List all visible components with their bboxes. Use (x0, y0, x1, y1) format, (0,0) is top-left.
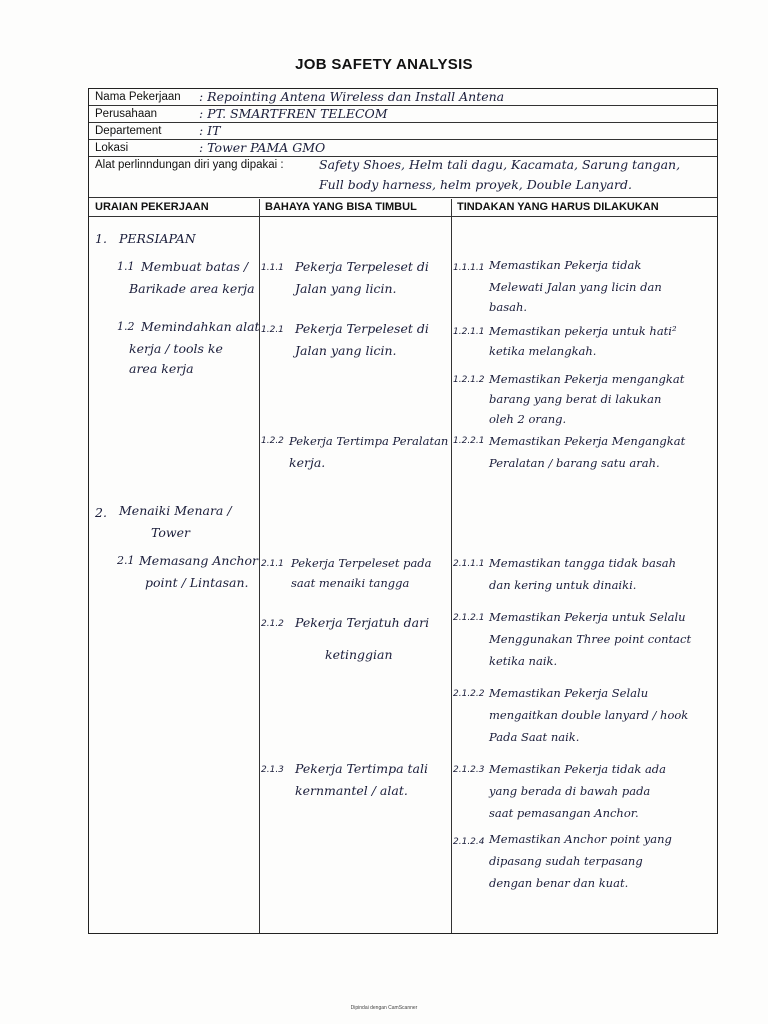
hazard-1-1-1-number: 1.1.1 (261, 263, 284, 273)
action-1-2-1-1-number: 1.2.1.1 (453, 327, 485, 337)
task-2-1-number: 2.1 (117, 554, 135, 567)
row-nama-pekerjaan (89, 89, 717, 106)
departement-label: Departement (95, 125, 162, 137)
row-departement (89, 123, 717, 140)
column-divider-1 (259, 199, 260, 933)
action-2-1-2-2-line2: mengaitkan double lanyard / hook (489, 708, 689, 722)
action-2-1-1-1-number: 2.1.1.1 (453, 559, 485, 569)
action-2-1-2-3-number: 2.1.2.3 (453, 765, 485, 775)
row-perusahaan (89, 106, 717, 123)
action-1-2-1-2-number: 1.2.1.2 (453, 375, 485, 385)
section-1-number: 1. (95, 231, 107, 246)
hazard-1-1-1-line2: Jalan yang licin. (295, 281, 397, 296)
hazard-1-2-1-line2: Jalan yang licin. (295, 343, 397, 358)
jsa-form (88, 88, 718, 934)
hazard-1-2-1-line1: Pekerja Terpeleset di (295, 321, 429, 336)
task-2-1-line2: point / Lintasan. (145, 575, 249, 590)
action-1-2-1-2-line2: barang yang berat di lakukan (489, 392, 662, 406)
action-2-1-2-2-line3: Pada Saat naik. (489, 730, 580, 744)
task-1-1-number: 1.1 (117, 260, 135, 273)
col-bahaya-header: BAHAYA YANG BISA TIMBUL (265, 201, 417, 213)
column-header-row (89, 199, 717, 217)
hazard-2-1-3-line2: kernmantel / alat. (295, 783, 408, 798)
perusahaan-value: : PT. SMARTFREN TELECOM (199, 106, 388, 121)
task-1-1-line2: Barikade area kerja (129, 281, 255, 296)
task-1-2-number: 1.2 (117, 320, 135, 333)
task-1-1-line1: Membuat batas / (141, 259, 249, 274)
action-2-1-1-1-line1: Memastikan tangga tidak basah (489, 556, 677, 570)
action-2-1-2-4-line2: dipasang sudah terpasang (489, 854, 643, 868)
section-2-title-line1: Menaiki Menara / (119, 503, 232, 518)
action-1-2-1-2-line1: Memastikan Pekerja mengangkat (489, 372, 685, 386)
action-2-1-2-4-line1: Memastikan Anchor point yang (489, 832, 672, 846)
lokasi-value: : Tower PAMA GMO (199, 140, 326, 155)
hazard-1-2-2-line1: Pekerja Tertimpa Peralatan (289, 434, 449, 448)
hazard-2-1-2-line1: Pekerja Terjatuh dari (295, 615, 430, 630)
document-title: JOB SAFETY ANALYSIS (295, 56, 473, 73)
action-1-2-2-1-line1: Memastikan Pekerja Mengangkat (489, 434, 686, 448)
action-1-2-1-1-line1: Memastikan pekerja untuk hati² (489, 324, 677, 338)
action-2-1-2-1-line1: Memastikan Pekerja untuk Selalu (489, 610, 686, 624)
action-1-2-1-2-line3: oleh 2 orang. (489, 412, 567, 426)
action-2-1-2-3-line1: Memastikan Pekerja tidak ada (489, 762, 667, 776)
action-1-2-1-1-line2: ketika melangkah. (489, 344, 597, 358)
hazard-2-1-2-number: 2.1.2 (261, 619, 284, 629)
task-1-2-line1: Memindahkan alat (141, 319, 260, 334)
action-2-1-2-1-line3: ketika naik. (489, 654, 558, 668)
hazard-1-1-1-line1: Pekerja Terpeleset di (295, 259, 429, 274)
col-uraian-header: URAIAN PEKERJAAN (95, 201, 209, 213)
hazard-1-2-1-number: 1.2.1 (261, 325, 284, 335)
action-2-1-2-1-line2: Menggunakan Three point contact (489, 632, 692, 646)
action-1-1-1-1-line3: basah. (489, 300, 528, 314)
hazard-1-2-2-number: 1.2.2 (261, 436, 284, 446)
action-1-1-1-1-line1: Memastikan Pekerja tidak (489, 258, 642, 272)
alat-label: Alat perlinndungan diri yang dipakai : (95, 159, 284, 171)
hazard-2-1-2-line2: ketinggian (325, 647, 393, 662)
task-1-2-line3: area kerja (129, 361, 194, 376)
action-2-1-2-4-number: 2.1.2.4 (453, 837, 485, 847)
action-2-1-2-1-number: 2.1.2.1 (453, 613, 485, 623)
hazard-2-1-1-line2: saat menaiki tangga (291, 576, 410, 590)
hazard-2-1-1-line1: Pekerja Terpeleset pada (291, 556, 432, 570)
departement-value: : IT (199, 123, 221, 138)
action-1-2-2-1-line2: Peralatan / barang satu arah. (489, 456, 660, 470)
action-2-1-2-3-line2: yang berada di bawah pada (489, 784, 651, 798)
action-2-1-2-2-line1: Memastikan Pekerja Selalu (489, 686, 649, 700)
section-2-number: 2. (95, 505, 107, 520)
hazard-2-1-3-number: 2.1.3 (261, 765, 284, 775)
task-2-1-line1: Memasang Anchor (139, 553, 259, 568)
action-2-1-2-4-line3: dengan benar dan kuat. (489, 876, 629, 890)
nama-pekerjaan-label: Nama Pekerjaan (95, 91, 181, 103)
action-1-2-2-1-number: 1.2.2.1 (453, 436, 485, 446)
col-tindakan-header: TINDAKAN YANG HARUS DILAKUKAN (457, 201, 659, 213)
section-1-title: PERSIAPAN (119, 231, 196, 246)
hazard-1-2-2-line2: kerja. (289, 455, 326, 470)
perusahaan-label: Perusahaan (95, 108, 158, 120)
hazard-2-1-3-line1: Pekerja Tertimpa tali (295, 761, 429, 776)
hazard-2-1-1-number: 2.1.1 (261, 559, 284, 569)
row-lokasi (89, 140, 717, 157)
lokasi-label: Lokasi (95, 142, 129, 154)
alat-value-line2: Full body harness, helm proyek, Double Lanyard. (319, 177, 632, 192)
action-2-1-1-1-line2: dan kering untuk dinaiki. (489, 578, 637, 592)
column-divider-2 (451, 199, 452, 933)
action-1-1-1-1-line2: Melewati Jalan yang licin dan (489, 280, 662, 294)
action-2-1-2-3-line3: saat pemasangan Anchor. (489, 806, 639, 820)
nama-pekerjaan-value: : Repointing Antena Wireless dan Install Antena (199, 89, 505, 104)
alat-value-line1: Safety Shoes, Helm tali dagu, Kacamata, Sarung tangan, (319, 157, 681, 172)
task-1-2-line2: kerja / tools ke (129, 341, 223, 356)
scanner-footer: Dipindai dengan CamScanner (350, 1005, 418, 1011)
section-2-title-line2: Tower (151, 525, 190, 540)
action-1-1-1-1-number: 1.1.1.1 (453, 263, 485, 273)
row-alat-pelindung (89, 157, 717, 198)
action-2-1-2-2-number: 2.1.2.2 (453, 689, 485, 699)
